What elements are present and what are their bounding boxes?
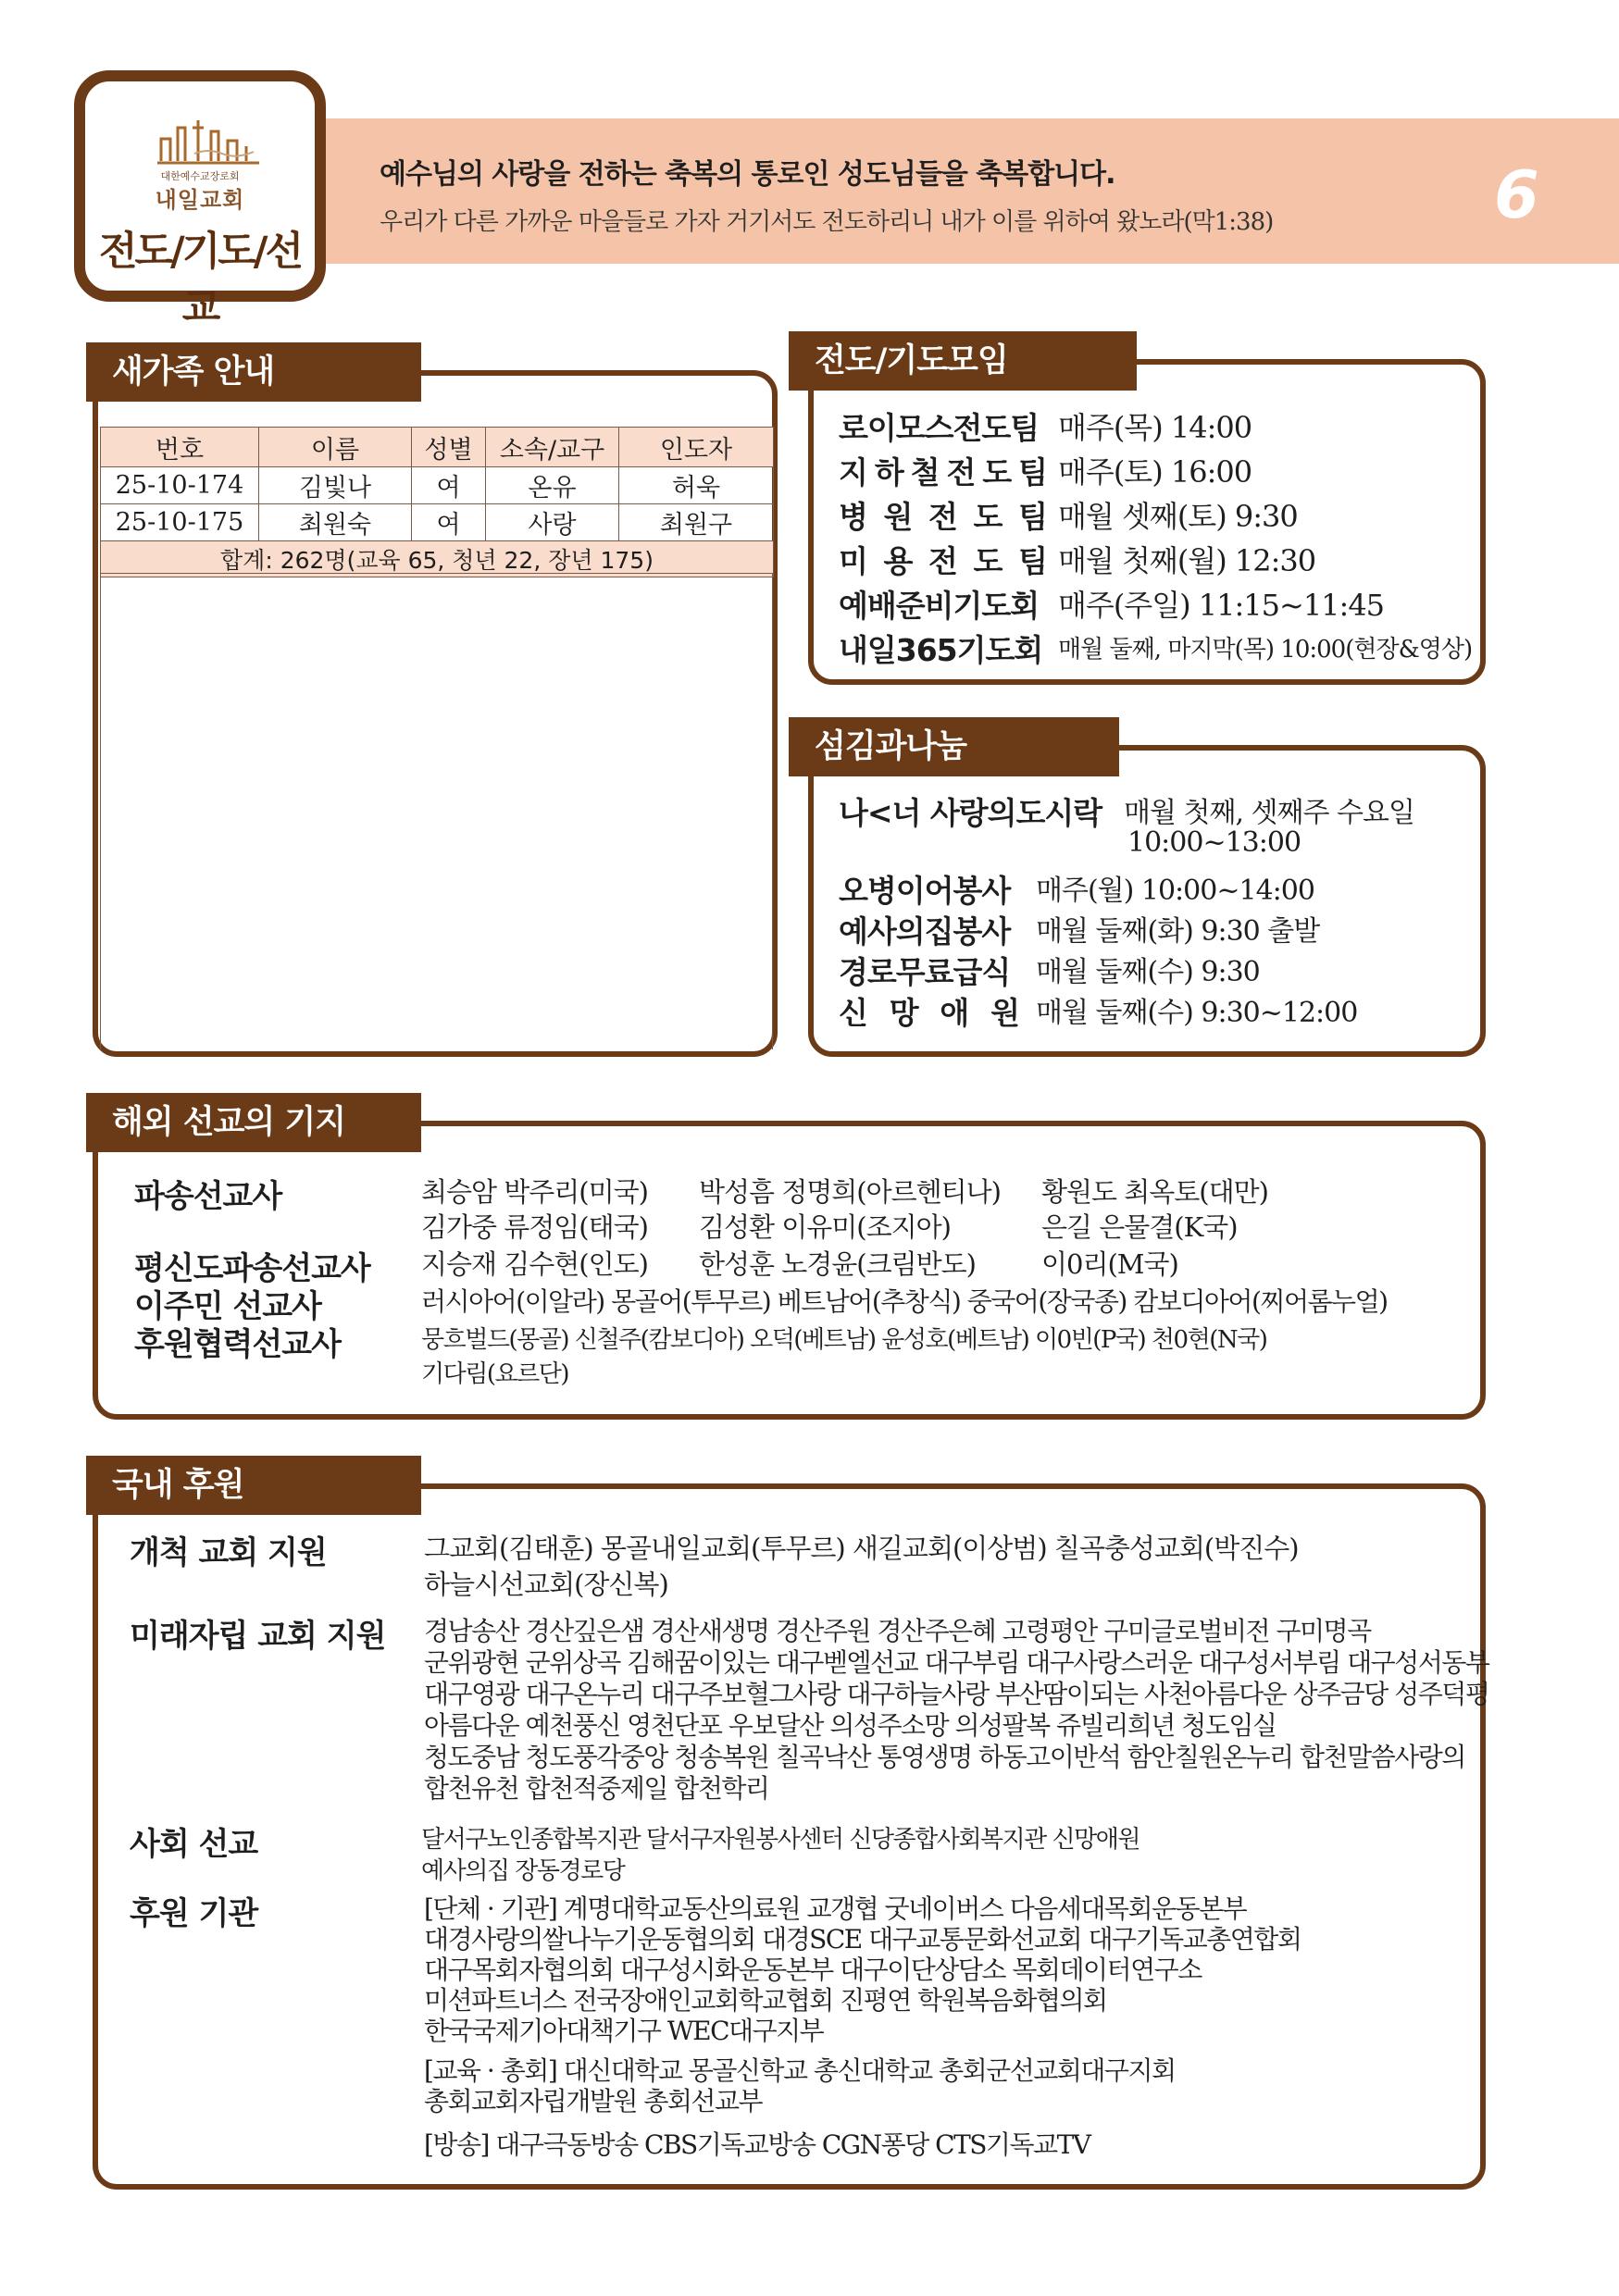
support-list: 뭉흐벌드(몽골) 신철주(캄보디아) 오덕(베트남) 윤성호(베트남) 이0빈(P국) 천0현(N국): [421, 1326, 1267, 1354]
social-list: 예사의집 장동경로당: [421, 1857, 625, 1885]
church-skyline-logo-icon: [157, 111, 259, 165]
evangelism-label: 병 원 전 도 팀: [839, 499, 1047, 535]
social-label: 사회 선교: [130, 1826, 258, 1863]
broadcast-list: [방송] 대구극동방송 CBS기독교방송 CGN퐁당 CTS기독교TV: [424, 2129, 1090, 2160]
future-list: 청도중남 청도풍각중앙 청송복원 칠곡낙산 통영생명 하동고이반석 함안칠원온누리 합천말씀사랑의: [424, 1742, 1465, 1772]
table-cell: 사랑: [486, 504, 619, 541]
missionary-name: 김가중 류정임(태국): [421, 1211, 648, 1243]
missionary-name: 최승암 박주리(미국): [421, 1176, 648, 1208]
support-label: 후원협력선교사: [134, 1326, 341, 1363]
evangelism-label: 지 하 철 전 도 팀: [839, 449, 1047, 492]
missionary-name: 김성환 이유미(조지아): [699, 1211, 951, 1243]
evangelism-time: 매주(목) 14:00: [1058, 410, 1252, 445]
table-header-row: [101, 428, 774, 467]
table-cell: 최원구: [619, 504, 774, 541]
new-family-table: [100, 427, 774, 577]
missionary-name: 은길 은물결(K국): [1041, 1211, 1238, 1243]
sharing-label: 나<너 사랑의도시락: [839, 795, 1102, 831]
sharing-time: 10:00~13:00: [1127, 826, 1301, 859]
evangelism-time: 매주(토) 16:00: [1058, 454, 1252, 490]
sharing-label: 예사의집봉사: [839, 913, 1011, 949]
orgs-list: 대구목회자협의회 대구성시화운동본부 대구이단상담소 목회데이터연구소: [424, 1955, 1202, 1985]
evangelism-time: 매월 첫째(월) 12:30: [1058, 543, 1316, 578]
logo-church-name: 내일교회: [155, 187, 245, 213]
future-list: 대구영광 대구온누리 대구주보혈그사랑 대구하늘사랑 부산땀이되는 사천아름다운 상주금당 성주덕평: [424, 1679, 1489, 1709]
social-list: 달서구노인종합복지관 달서구자원봉사센터 신당종합사회복지관 신망애원: [421, 1826, 1140, 1854]
spaced-char: 지: [839, 454, 867, 490]
sharing-label: 신 망 애 원: [839, 995, 1019, 1031]
future-list: 합천유천 합천적중제일 합천학리: [424, 1773, 769, 1804]
missionary-name: 한성훈 노경윤(크림반도): [699, 1248, 976, 1280]
future-list: 경남송산 경산깊은샘 경산새생명 경산주원 경산주은혜 고령평안 구미글로벌비전 구미명곡: [424, 1616, 1371, 1646]
sharing-time: 매월 첫째, 셋째주 수요일: [1124, 797, 1414, 829]
table-cell: 김빛나: [259, 467, 412, 504]
new-family-tab: 새가족 안내: [86, 342, 421, 402]
future-list: 아름다운 예천풍신 영천단포 우보달산 의성주소망 의성팔복 쥬빌리희년 청도임실: [424, 1710, 1277, 1741]
table-cell: 25-10-175: [101, 504, 259, 541]
col-header: 번호: [101, 428, 259, 467]
sharing-time: 매월 둘째(화) 9:30 출발: [1036, 915, 1320, 948]
col-header: 성별: [412, 428, 486, 467]
evangelism-label: 예배준비기도회: [839, 588, 1040, 624]
table-cell: 여: [412, 504, 486, 541]
missionary-name: 황원도 최옥토(대만): [1041, 1176, 1268, 1208]
missionary-name: 지승재 김수현(인도): [421, 1248, 648, 1280]
orgs-list: 한국국제기아대책기구 WEC대구지부: [424, 2016, 824, 2046]
evangelism-label: 미 용 전 도 팀: [839, 543, 1047, 579]
header-scripture: 우리가 다른 가까운 마을들로 가자 거기서도 전도하리니 내가 이를 위하여 왔노라(막1:38): [380, 208, 1274, 236]
evangelism-time: 매월 둘째, 마지막(목) 10:00(현장&영상): [1058, 636, 1473, 664]
domestic-tab: 국내 후원: [86, 1456, 421, 1515]
sharing-tab: 섬김과나눔: [789, 717, 1119, 776]
migrant-list: 러시아어(이알라) 몽골어(투무르) 베트남어(추창식) 중국어(장국종) 캄보디아어(찌어롬누얼): [421, 1286, 1388, 1317]
church-plant-list: 하늘시선교회(장신복): [424, 1569, 668, 1600]
sharing-time: 매월 둘째(수) 9:30~12:00: [1036, 997, 1358, 1029]
overseas-tab: 해외 선교의 기지: [86, 1093, 421, 1152]
missionary-name: 박성흠 정명희(아르헨티나): [699, 1176, 1002, 1208]
col-header: 이름: [259, 428, 412, 467]
logo-denomination: 대한예수교장로회: [160, 170, 240, 182]
edu-list: [교육 · 총회] 대신대학교 몽골신학교 총신대학교 총회군선교회대구지회: [424, 2055, 1176, 2086]
col-header: 소속/교구: [486, 428, 619, 467]
sharing-label: 경로무료급식: [839, 954, 1011, 990]
orgs-list: 대경사랑의쌀나누기운동협의회 대경SCE 대구교통문화선교회 대구기독교총연합회: [424, 1924, 1301, 1955]
evangelism-label: 내일365기도회: [839, 632, 1043, 668]
table-cell: 25-10-174: [101, 467, 259, 504]
orgs-label: 후원 기관: [130, 1895, 258, 1932]
sharing-time: 매월 둘째(수) 9:30: [1036, 956, 1260, 988]
page-number: 6: [1494, 157, 1539, 233]
table-row: [101, 467, 774, 504]
table-body-lines: [100, 573, 773, 1049]
evangelism-time: 매주(주일) 11:15~11:45: [1058, 588, 1385, 623]
header-headline: 예수님의 사랑을 전하는 축복의 통로인 성도님들을 축복합니다.: [380, 158, 1115, 191]
future-label: 미래자립 교회 지원: [130, 1618, 386, 1655]
support-list: 기다림(요르단): [421, 1360, 568, 1388]
church-plant-label: 개척 교회 지원: [130, 1534, 327, 1571]
missionary-name: 이0리(M국): [1041, 1248, 1178, 1280]
table-total: 합계: 262명(교육 65, 청년 22, 장년 175): [101, 541, 774, 577]
table-cell: 허욱: [619, 467, 774, 504]
evangelism-tab: 전도/기도모임: [789, 331, 1137, 391]
future-list: 군위광현 군위상곡 김해꿈이있는 대구벧엘선교 대구부림 대구사랑스러운 대구성서부림 대구성서동부: [424, 1647, 1489, 1678]
orgs-list: [단체 · 기관] 계명대학교동산의료원 교갱협 굿네이버스 다음세대목회운동본부: [424, 1893, 1247, 1924]
evangelism-time: 매월 셋째(토) 9:30: [1058, 499, 1298, 534]
dispatched-label: 파송선교사: [134, 1178, 282, 1215]
section-title: 전도/기도/선교: [98, 229, 302, 331]
col-header: 인도자: [619, 428, 774, 467]
edu-list: 총회교회자립개발원 총회선교부: [424, 2086, 763, 2116]
sharing-label: 오병이어봉사: [839, 873, 1011, 909]
migrant-label: 이주민 선교사: [134, 1288, 321, 1325]
table-cell: 최원숙: [259, 504, 412, 541]
church-plant-list: 그교회(김태훈) 몽골내일교회(투무르) 새길교회(이상범) 칠곡충성교회(박진수): [424, 1533, 1299, 1564]
church-logo-box: [74, 70, 326, 331]
table-row: [101, 504, 774, 541]
pyeongsindo-label: 평신도파송선교사: [134, 1250, 370, 1287]
table-cell: 온유: [486, 467, 619, 504]
sharing-time: 매주(월) 10:00~14:00: [1036, 875, 1314, 907]
evangelism-label: 로이모스전도팀: [839, 410, 1040, 446]
table-cell: 여: [412, 467, 486, 504]
orgs-list: 미션파트너스 전국장애인교회학교협회 진평연 학원복음화협의회: [424, 1985, 1107, 2016]
